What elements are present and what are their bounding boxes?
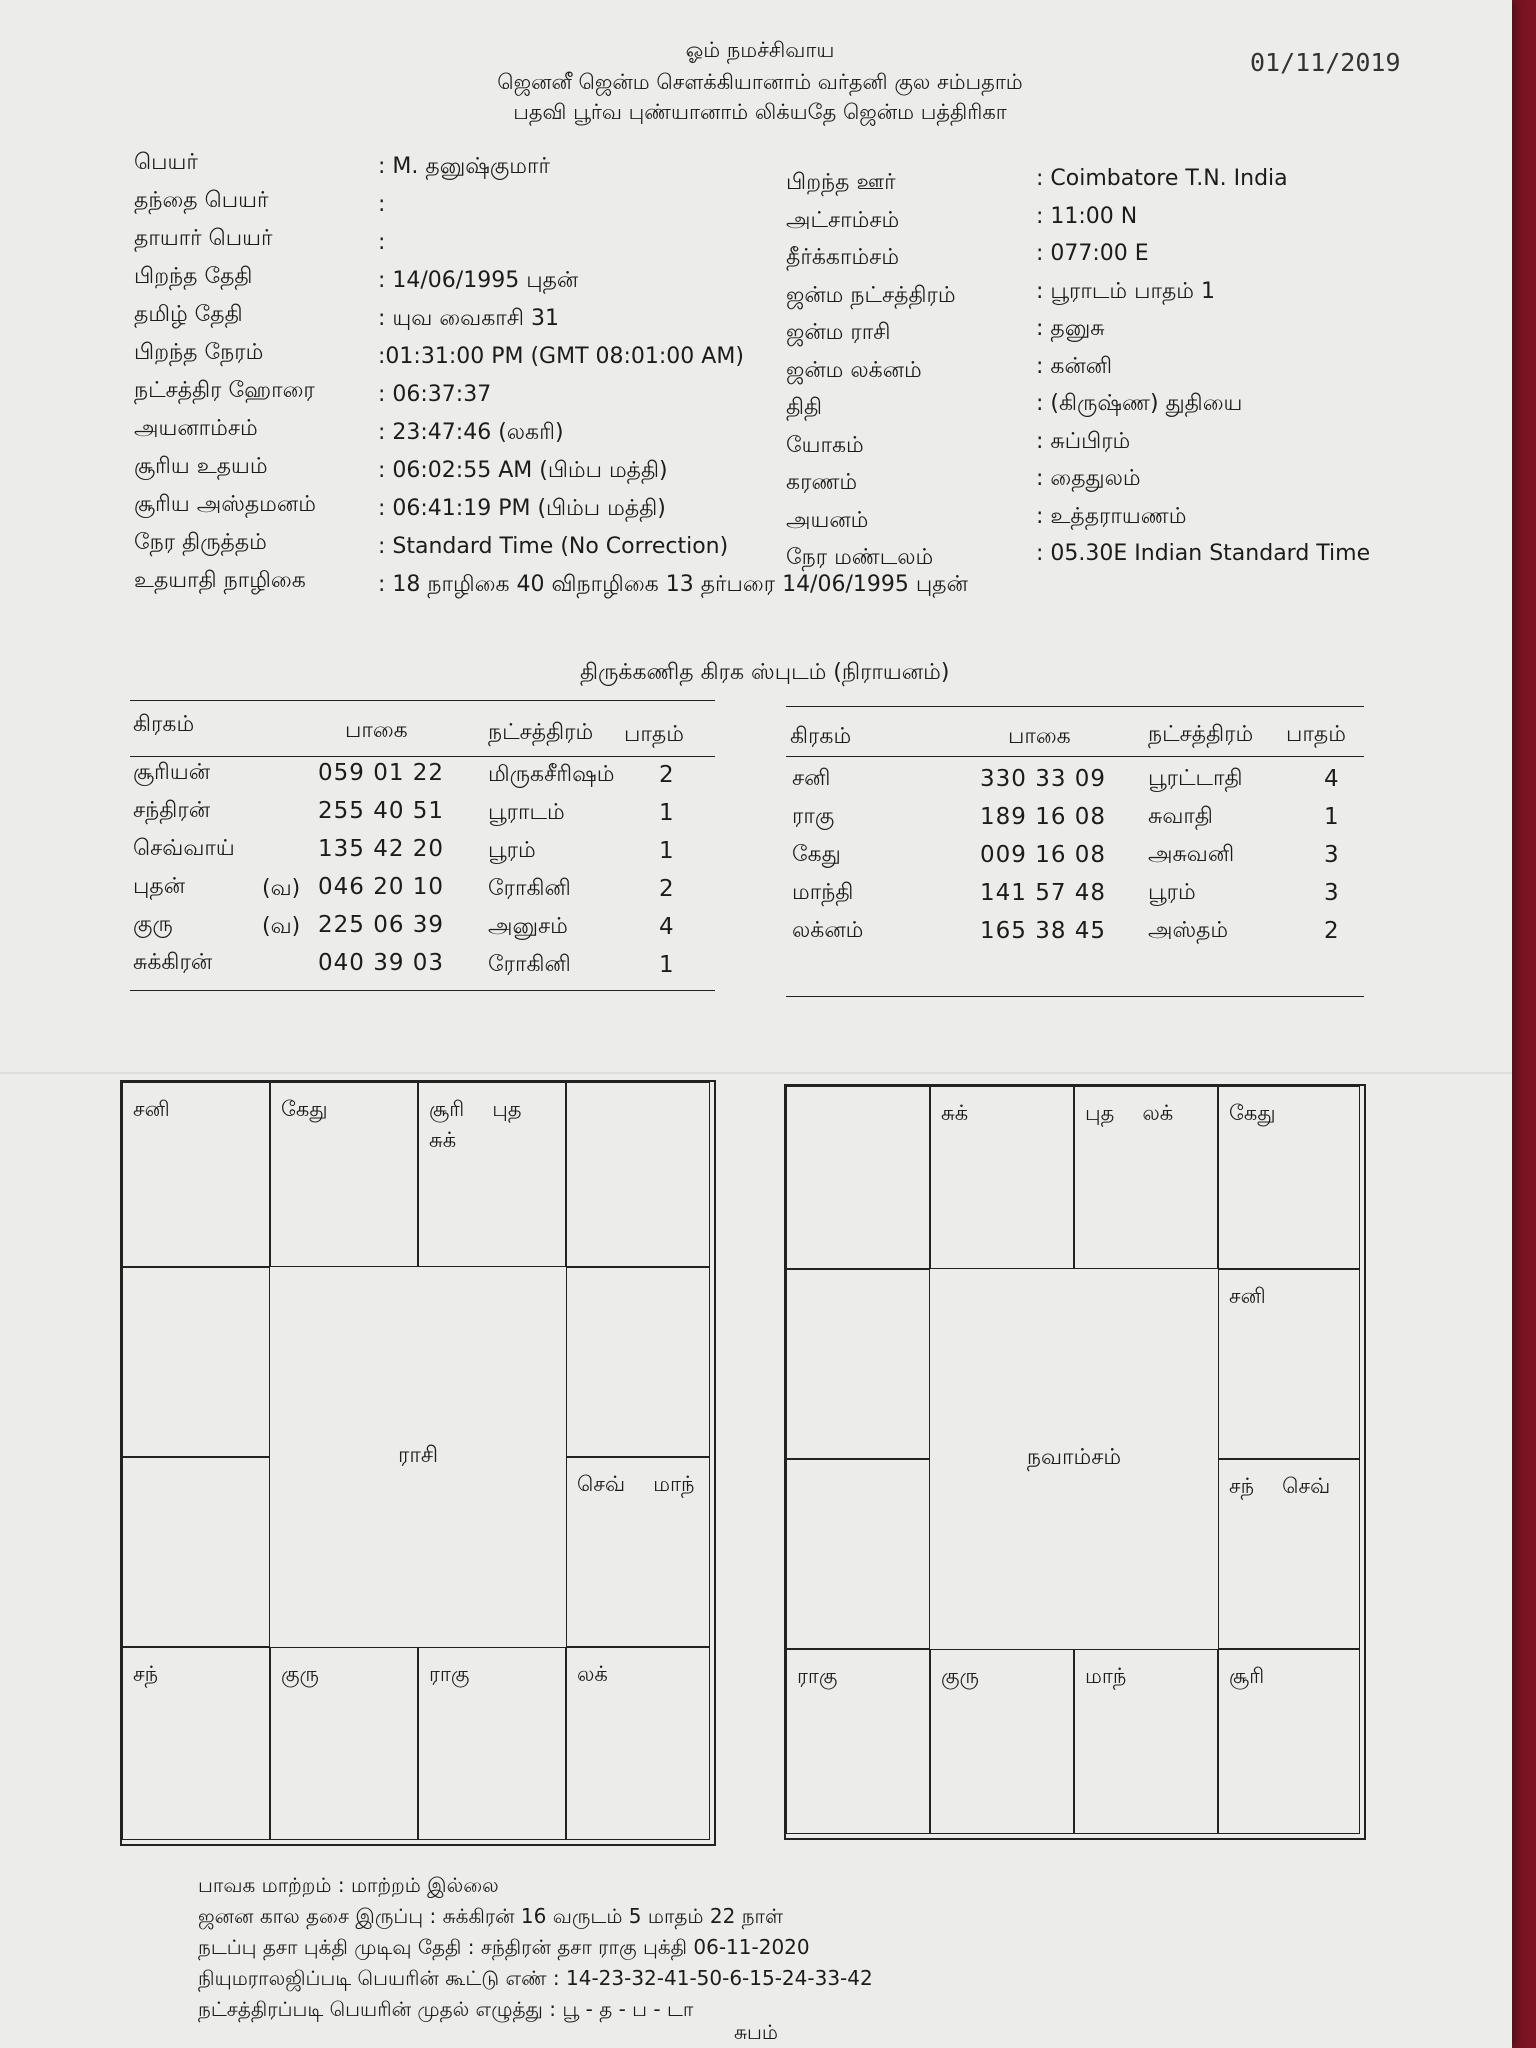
planet-star: ரோகினி <box>488 952 571 977</box>
detail-value: : Standard Time (No Correction) <box>378 534 729 559</box>
chart-house-cell <box>930 1649 1074 1834</box>
planet-degree: 165 38 45 <box>980 918 1107 944</box>
table-left-bottom-rule <box>130 990 715 991</box>
chart-house-cell <box>1074 1649 1218 1834</box>
planet-name: சனி <box>792 766 831 791</box>
table-right-header-planet: கிரகம் <box>790 724 852 749</box>
detail-value: : தனுசு <box>1036 316 1105 341</box>
chart-house-cell <box>786 1459 930 1649</box>
footer-line: பாவக மாற்றம் : மாற்றம் இல்லை <box>198 1873 499 1897</box>
table-right-header-star: நட்சத்திரம் <box>1148 722 1254 747</box>
chart-house-cell <box>270 1647 418 1840</box>
chart-house-cell <box>418 1082 566 1267</box>
table-right-top-rule <box>786 706 1364 707</box>
planet-abbrev: செவ் <box>1282 1474 1331 1498</box>
detail-value: : 06:41:19 PM (பிம்ப மத்தி) <box>378 496 666 521</box>
detail-label: திதி <box>786 395 823 420</box>
table-left-header-star: நட்சத்திரம் <box>488 720 594 745</box>
detail-label: சூரிய அஸ்தமனம் <box>134 492 316 517</box>
planet-degree: 135 42 20 <box>318 836 445 862</box>
detail-value: :01:31:00 PM (GMT 08:01:00 AM) <box>378 344 744 369</box>
table-title: திருக்கணித கிரக ஸ்புடம் (நிராயனம்) <box>580 660 950 685</box>
planet-pada: 2 <box>1324 918 1340 944</box>
table-left-header-planet: கிரகம் <box>133 712 195 737</box>
planet-name: கேது <box>792 842 841 867</box>
planet-pada: 3 <box>1324 842 1340 868</box>
chart-house-cell <box>122 1267 270 1457</box>
detail-label: சூரிய உதயம் <box>134 454 268 479</box>
planet-pada: 1 <box>659 952 675 978</box>
planet-pada: 3 <box>1324 880 1340 906</box>
chart-house-cell <box>1074 1086 1218 1269</box>
planet-abbrev: கேது <box>281 1097 328 1121</box>
planet-name: மாந்தி <box>792 880 854 905</box>
table-left-header-pada: பாதம் <box>624 722 684 747</box>
planet-name: சுக்கிரன் <box>133 950 213 975</box>
planet-abbrev: சனி <box>133 1097 170 1121</box>
planet-abbrev: லக் <box>577 1662 608 1686</box>
detail-value: : M. தனுஷ்குமார் <box>378 154 550 179</box>
table-left-header-degree: பாகை <box>345 718 408 743</box>
detail-label: நேர திருத்தம் <box>134 530 267 555</box>
closing-word: சுபம் <box>734 2020 779 2044</box>
detail-label: பிறந்த ஊர் <box>786 170 896 195</box>
planet-star: சுவாதி <box>1148 804 1213 829</box>
table-right-header-pada: பாதம் <box>1286 722 1346 747</box>
planet-name: குரு <box>133 912 173 937</box>
planet-abbrev: லக் <box>1142 1101 1174 1125</box>
detail-value: : சுப்பிரம் <box>1036 428 1131 454</box>
planet-abbrev: ராகு <box>797 1664 838 1688</box>
detail-label: தந்தை பெயர் <box>134 188 269 213</box>
detail-value: : 06:02:55 AM (பிம்ப மத்தி) <box>378 458 668 483</box>
chart-house-cell <box>786 1649 930 1834</box>
detail-value: : 14/06/1995 புதன் <box>378 268 579 293</box>
planet-pada: 2 <box>659 876 675 902</box>
detail-label: தமிழ் தேதி <box>134 302 243 327</box>
planet-star: பூரட்டாதி <box>1148 766 1243 791</box>
footer-line: ஜனன கால தசை இருப்பு : சுக்கிரன் 16 வருடம் 5 மாதம் 22 நாள் <box>198 1904 784 1928</box>
planet-degree: 189 16 08 <box>980 804 1107 830</box>
detail-label: தீர்க்காம்சம் <box>786 245 900 270</box>
chart-house-cell <box>786 1086 930 1269</box>
detail-value: : யுவ வைகாசி 31 <box>378 306 559 331</box>
planet-degree: 040 39 03 <box>318 950 445 976</box>
detail-value: : 06:37:37 <box>378 382 492 407</box>
planet-degree: 059 01 22 <box>318 760 445 786</box>
detail-label: கரணம் <box>786 470 858 495</box>
planet-abbrev: கேது <box>1229 1101 1276 1125</box>
detail-value: : (கிருஷ்ண) துதியை <box>1036 391 1243 416</box>
planet-pada: 4 <box>659 914 675 940</box>
detail-value: : 23:47:46 (லகரி) <box>378 420 564 445</box>
detail-value: : உத்தராயணம் <box>1036 503 1187 529</box>
chart-house-cell <box>566 1267 710 1457</box>
planet-pada: 1 <box>1324 804 1340 830</box>
planet-star: பூராடம் <box>488 800 565 825</box>
detail-value: : 05.30E Indian Standard Time <box>1036 541 1371 566</box>
table-left-header-rule <box>130 756 715 757</box>
detail-value: : தைதுலம் <box>1036 466 1141 491</box>
planet-name: லக்னம் <box>792 918 864 943</box>
planet-name: சூரியன் <box>133 760 211 785</box>
planet-degree: 225 06 39 <box>318 912 445 938</box>
planet-pada: 1 <box>659 838 675 864</box>
retrograde-flag: (வ) <box>262 914 301 939</box>
paper-fold <box>0 1072 1512 1074</box>
detail-value: : பூராடம் பாதம் 1 <box>1036 278 1215 304</box>
planet-star: பூரம் <box>488 838 536 863</box>
chart-house-cell <box>1218 1459 1360 1649</box>
header-verse-line-2: பதவி பூர்வ புண்யானாம் லிக்யதே ஜென்ம பத்திரிகா <box>513 100 1007 124</box>
planet-pada: 4 <box>1324 766 1340 792</box>
chart-house-cell <box>122 1082 270 1267</box>
planet-abbrev: ராகு <box>429 1662 470 1686</box>
detail-label: ஜன்ம ராசி <box>786 320 891 345</box>
chart-house-cell <box>1218 1649 1360 1834</box>
detail-label: உதயாதி நாழிகை <box>134 568 306 593</box>
table-right-header-rule <box>786 756 1364 757</box>
chart-title: ராசி <box>397 1443 439 1468</box>
chart-house-cell <box>786 1269 930 1459</box>
chart-house-cell <box>930 1086 1074 1269</box>
detail-label: அட்சாம்சம் <box>786 207 900 233</box>
chart-house-cell <box>566 1082 710 1267</box>
footer-line: நியுமராலஜிப்படி பெயரின் கூட்டு எண் : 14-23-32-41-50-6-15-24-33-42 <box>198 1966 873 1990</box>
chart-house-cell <box>418 1647 566 1840</box>
table-right-bottom-rule <box>786 996 1364 997</box>
chart-house-cell <box>122 1647 270 1840</box>
chart-house-cell <box>270 1082 418 1267</box>
planet-abbrev: மாந் <box>653 1472 695 1496</box>
planet-star: அசுவனி <box>1148 842 1235 867</box>
planet-name: சந்திரன் <box>133 798 211 823</box>
invocation-line: ஓம் நமச்சிவாய <box>685 38 835 62</box>
planet-abbrev: மாந் <box>1085 1664 1127 1688</box>
detail-label: ஜன்ம லக்னம் <box>786 357 922 383</box>
detail-value: : 11:00 N <box>1036 203 1138 229</box>
planet-abbrev: புத <box>1085 1101 1115 1125</box>
detail-label: ஜன்ம நட்சத்திரம் <box>786 282 956 308</box>
planet-degree: 255 40 51 <box>318 798 445 824</box>
planet-name: ராகு <box>792 804 835 829</box>
chart-house-cell <box>122 1457 270 1647</box>
planet-abbrev: சூரி <box>429 1097 465 1121</box>
detail-label: தாயார் பெயர் <box>134 226 273 251</box>
table-right-header-degree: பாகை <box>1008 724 1071 749</box>
planet-pada: 1 <box>659 800 675 826</box>
detail-label: அயனாம்சம் <box>134 416 258 441</box>
detail-label: யோகம் <box>786 432 864 458</box>
detail-label: நேர மண்டலம் <box>786 545 934 570</box>
retrograde-flag: (வ) <box>262 876 301 901</box>
detail-label: பிறந்த தேதி <box>134 264 253 289</box>
detail-value: : <box>378 230 386 255</box>
planet-abbrev: குரு <box>941 1664 980 1688</box>
planet-name: புதன் <box>133 874 186 899</box>
planet-abbrev: சுக் <box>429 1128 457 1152</box>
planet-star: அனுசம் <box>488 914 568 939</box>
planet-abbrev: சூரி <box>1229 1664 1265 1688</box>
table-left-top-rule <box>130 700 715 701</box>
detail-value: : <box>378 192 386 217</box>
planet-abbrev: சந் <box>1229 1474 1255 1498</box>
print-date: 01/11/2019 <box>1250 48 1401 77</box>
chart-house-cell <box>566 1647 710 1840</box>
planet-star: ரோகினி <box>488 876 571 901</box>
header-verse-line-1: ஜெனனீ ஜென்ம சௌக்கியானாம் வர்தனி குல சம்பதாம் <box>497 70 1023 94</box>
planet-pada: 2 <box>659 762 675 788</box>
planet-degree: 009 16 08 <box>980 842 1107 868</box>
footer-line: நட்சத்திரப்படி பெயரின் முதல் எழுத்து : பூ - த - ப - டா <box>198 1997 694 2021</box>
detail-label: பெயர் <box>134 150 198 175</box>
detail-value: : Coimbatore T.N. India <box>1036 166 1288 191</box>
planet-name: செவ்வாய் <box>133 836 235 861</box>
planet-abbrev: புத <box>492 1097 522 1121</box>
footer-line: நடப்பு தசா புக்தி முடிவு தேதி : சந்திரன் தசா ராகு புக்தி 06-11-2020 <box>198 1935 810 1959</box>
detail-label: பிறந்த நேரம் <box>134 340 264 365</box>
planet-abbrev: சனி <box>1229 1284 1266 1308</box>
planet-abbrev: குரு <box>281 1662 320 1686</box>
detail-value: : கன்னி <box>1036 353 1113 379</box>
planet-degree: 330 33 09 <box>980 766 1107 792</box>
chart-title: நவாம்சம் <box>1026 1445 1122 1470</box>
planet-abbrev: சந் <box>133 1662 159 1686</box>
planet-star: பூரம் <box>1148 880 1196 905</box>
rasi-chart <box>120 1080 716 1846</box>
detail-value: : 18 நாழிகை 40 விநாழிகை 13 தர்பரை 14/06/1995 புதன் <box>378 572 968 597</box>
detail-label: அயனம் <box>786 507 869 533</box>
planet-degree: 141 57 48 <box>980 880 1107 906</box>
planet-abbrev: செவ் <box>577 1472 626 1496</box>
chart-house-cell <box>566 1457 710 1647</box>
chart-house-cell <box>1218 1086 1360 1269</box>
detail-label: நட்சத்திர ஹோரை <box>134 378 315 403</box>
planet-star: மிருகசீரிஷம் <box>488 762 615 787</box>
planet-degree: 046 20 10 <box>318 874 445 900</box>
detail-value: : 077:00 E <box>1036 241 1149 266</box>
chart-house-cell <box>1218 1269 1360 1459</box>
planet-star: அஸ்தம் <box>1148 918 1229 943</box>
planet-abbrev: சுக் <box>941 1101 969 1125</box>
navamsa-chart <box>784 1084 1366 1840</box>
